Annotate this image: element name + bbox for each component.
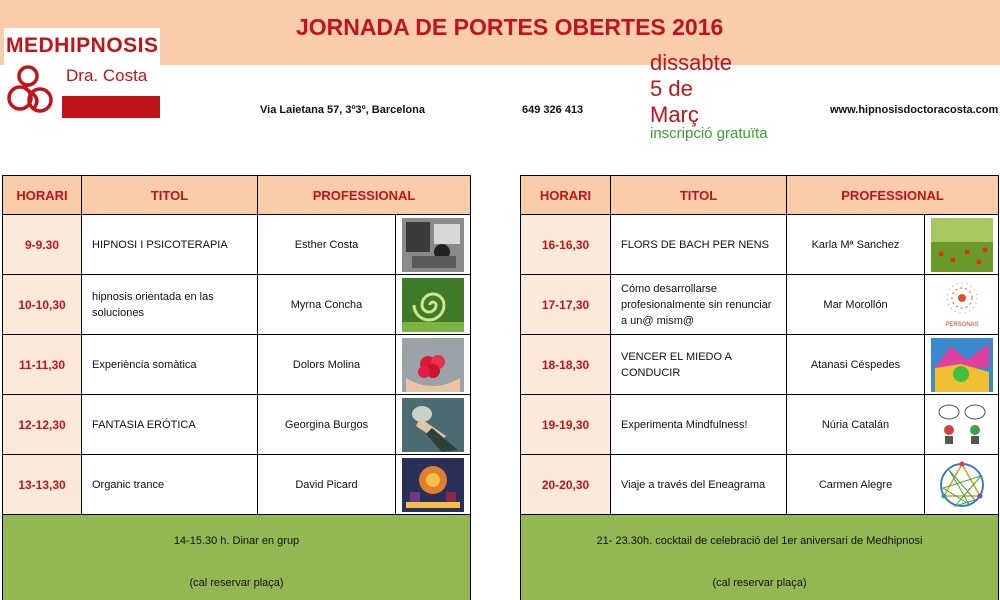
schedule-table-morning [2, 175, 471, 600]
session-time: 10-10,30 [3, 275, 82, 335]
session-title: Experiència somàtica [82, 335, 258, 395]
page-title: JORNADA DE PORTES OBERTES 2016 [296, 14, 724, 40]
col-professional: PROFESSIONAL [258, 176, 471, 215]
table-header-row [3, 176, 471, 215]
session-professional: Karla Mª Sanchez [787, 215, 925, 275]
session-title: HIPNOSI I PSICOTERAPIA [82, 215, 258, 275]
session-time: 17-17,30 [521, 275, 611, 335]
footer-row [521, 515, 999, 600]
website-link[interactable]: www.hipnosisdoctoracosta.com [830, 104, 999, 116]
event-day-number: 5 de [650, 76, 693, 101]
session-image [396, 455, 471, 515]
session-image [925, 455, 999, 515]
session-time: 9-9.30 [3, 215, 82, 275]
session-professional: Núria Catalán [787, 395, 925, 455]
table-row [521, 395, 999, 455]
session-image [925, 275, 999, 335]
enneagram-icon [931, 458, 993, 512]
session-time: 11-11,30 [3, 335, 82, 395]
table-row [521, 335, 999, 395]
session-image [396, 335, 471, 395]
session-time: 16-16,30 [521, 215, 611, 275]
session-title: Organic trance [82, 455, 258, 515]
logo-brand: MEDHIPNOSIS [6, 34, 159, 57]
col-titol: TITOL [611, 176, 787, 215]
session-image [396, 215, 471, 275]
logo-doctor: Dra. Costa [66, 66, 148, 85]
col-horari: HORARI [521, 176, 611, 215]
event-month: Març [650, 102, 699, 127]
session-time: 19-19,30 [521, 395, 611, 455]
session-image [925, 335, 999, 395]
event-date [650, 50, 732, 128]
col-titol: TITOL [82, 176, 258, 215]
cocktail-event [521, 515, 999, 600]
session-title: FANTASIA ERÓTICA [82, 395, 258, 455]
logo-knot-icon [6, 62, 64, 120]
table-row [3, 275, 471, 335]
vintage-photo-icon [402, 218, 464, 272]
session-title: hipnosis orientada en las soluciones [82, 275, 258, 335]
event-day: dissabte [650, 50, 732, 75]
logo [4, 28, 160, 120]
session-title: VENCER EL MIEDO A CONDUCIR [611, 335, 787, 395]
lunch-text: 14-15.30 h. Dinar en grup [173, 535, 300, 547]
organic-trance-poster-icon [402, 458, 464, 512]
session-professional: Carmen Alegre [787, 455, 925, 515]
session-title: Viaje a través del Eneagrama [611, 455, 787, 515]
cocktail-reservation: (cal reservar plaça) [712, 577, 807, 589]
table-row [3, 395, 471, 455]
col-professional: PROFESSIONAL [787, 176, 999, 215]
session-professional: Esther Costa [258, 215, 396, 275]
session-image [396, 395, 471, 455]
session-professional: Mar Morollón [787, 275, 925, 335]
session-image [396, 275, 471, 335]
green-spiral-icon [402, 278, 464, 332]
lunch-reservation: (cal reservar plaça) [189, 577, 284, 589]
table-header-row [521, 176, 999, 215]
session-time: 18-18,30 [521, 335, 611, 395]
flower-field-icon [931, 218, 993, 272]
red-berries-icon [402, 338, 464, 392]
session-professional: Myrna Concha [258, 275, 396, 335]
lunch-break [3, 515, 471, 600]
logo-bar [62, 96, 160, 118]
address: Via Laietana 57, 3º3º, Barcelona [260, 104, 425, 116]
table-row [3, 215, 471, 275]
session-professional: Dolors Molina [258, 335, 396, 395]
table-row [521, 215, 999, 275]
session-image [925, 215, 999, 275]
table-row [521, 455, 999, 515]
session-time: 20-20,30 [521, 455, 611, 515]
signup-note: inscripció gratuïta [650, 125, 768, 142]
col-horari: HORARI [3, 176, 82, 215]
floating-woman-icon [402, 398, 464, 452]
phone: 649 326 413 [522, 104, 584, 116]
session-professional: David Picard [258, 455, 396, 515]
session-title: Experimenta Mindfulness! [611, 395, 787, 455]
mindfulness-drawing-icon [931, 398, 993, 452]
table-row [521, 275, 999, 335]
table-row [3, 335, 471, 395]
personas-logo-icon [931, 278, 993, 332]
session-image [925, 395, 999, 455]
session-title: Cómo desarrollarse profesionalmente sin renunciar a un@ mism@ [611, 275, 787, 335]
cocktail-text: 21- 23.30h. cocktail de celebració del 1er aniversari de Medhipnosi [596, 535, 923, 547]
schedule-table-afternoon [520, 175, 999, 600]
session-professional: Georgina Burgos [258, 395, 396, 455]
session-time: 13-13,30 [3, 455, 82, 515]
table-row [3, 455, 471, 515]
session-time: 12-12,30 [3, 395, 82, 455]
personas-label: PERSONAS [944, 321, 979, 328]
colorful-painting-icon [931, 338, 993, 392]
session-professional: Atanasi Céspedes [787, 335, 925, 395]
footer-row [3, 515, 471, 600]
session-title: FLORS DE BACH PER NENS [611, 215, 787, 275]
